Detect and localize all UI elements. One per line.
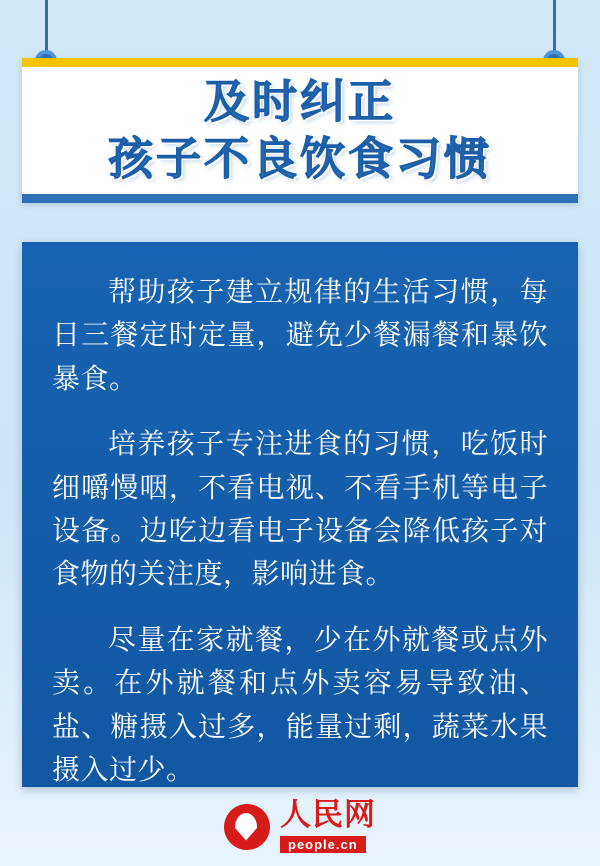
brand-text: [280, 797, 376, 853]
people-cn-logo-icon: [224, 804, 270, 850]
body-paragraph-2: 培养孩子专注进食的习惯，吃饭时细嚼慢咽，不看电视、不看手机等电子设备。边吃边看电子设备会降低孩子对食物的关注度，影响进食。: [52, 427, 548, 591]
body-paragraph-3: 尽量在家就餐，少在外就餐或点外卖。在外就餐和点外卖容易导致油、盐、糖摄入过多，能量过剩，蔬菜水果摄入过少。: [52, 622, 548, 786]
footer-brand: [0, 797, 600, 853]
page-title-line-2: 孩子不良饮食习惯: [107, 131, 492, 185]
title-card: [22, 58, 578, 203]
body-card: [22, 242, 578, 787]
brand-name-cn: 人民网: [280, 797, 376, 833]
page-title-line-1: 及时纠正: [203, 75, 396, 129]
body-paragraph-1: 帮助孩子建立规律的生活习惯，每日三餐定时定量，避免少餐漏餐和暴饮暴食。: [52, 275, 548, 395]
brand-name-en: people.cn: [280, 836, 366, 853]
